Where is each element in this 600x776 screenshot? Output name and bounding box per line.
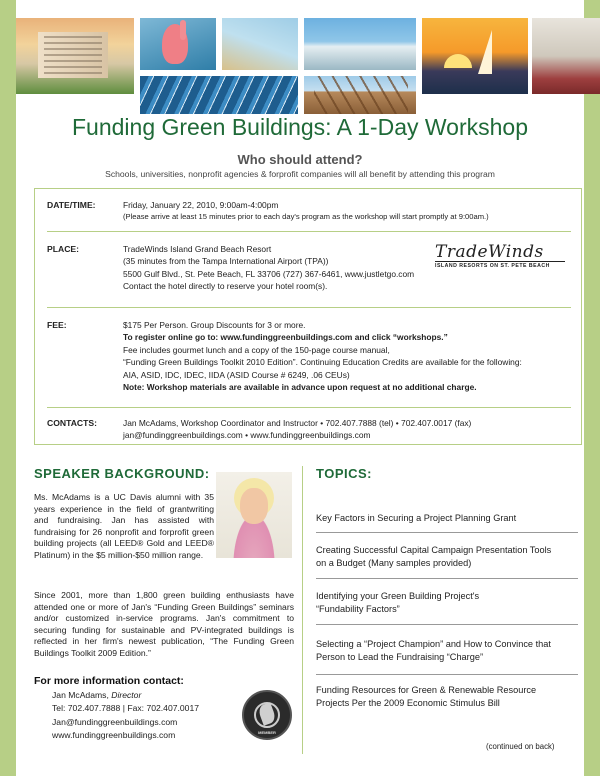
- tradewinds-logo-script: TradeWinds: [435, 242, 544, 262]
- page-title: Funding Green Buildings: A 1-Day Workshop: [72, 114, 528, 140]
- usgbc-member-badge-icon: [242, 690, 292, 740]
- contact-name: Jan McAdams,: [52, 690, 109, 700]
- flamingo-photo: [140, 18, 216, 70]
- contacts-links[interactable]: jan@fundinggreenbuildings.com • www.fundinggreenbuildings.com: [123, 430, 371, 441]
- topic-item: Selecting a “Project Champion” and How to Convince that Person to Lead the Fundraising “Charge”: [316, 639, 551, 662]
- divider: [316, 532, 578, 533]
- divider: [316, 674, 578, 675]
- photo-strip: [16, 18, 584, 94]
- badge-member-text: MEMBER: [258, 730, 276, 735]
- speaker-bio-paragraph: Ms. McAdams is a UC Davis alumni with 35 years experience in the field of grantwriting and fundraising. Jan has assisted with fundraising for 26 nonprofit and forprofit green building projects (all LEED® Gold and LEED® Platinum) in the $5 million-$50 million range.: [34, 492, 214, 560]
- solar-panel-photo: [140, 76, 298, 114]
- event-info-box: [34, 188, 582, 445]
- divider: [47, 307, 571, 308]
- place-name: TradeWinds Island Grand Beach Resort: [123, 244, 272, 254]
- speaker-portrait: [216, 472, 292, 558]
- who-should-attend-heading: Who should attend?: [237, 152, 363, 167]
- contacts-label: CONTACTS:: [47, 418, 97, 428]
- beach-photo: [222, 18, 298, 70]
- speaker-history-paragraph: Since 2001, more than 1,800 green building enthusiasts have attended one or more of Jan's “Funding Green Buildings” seminars and/or customized in-service programs. Jan's commitment to securing funding for sustainable and PV-integrated buildings is reflected in her firm's newest publication, “The Funding Green Buildings Toolkit 2009 Edition.”: [34, 590, 294, 658]
- contact-heading: For more information contact:: [34, 675, 184, 687]
- place-distance: (35 minutes from the Tampa International Airport (TPA)): [123, 256, 329, 267]
- fee-note: Note: Workshop materials are available in advance upon request at no additional charge.: [123, 382, 477, 393]
- contacts-phone: Jan McAdams, Workshop Coordinator and Instructor • 702.407.7888 (tel) • 702.407.0017 (fax): [123, 418, 472, 428]
- place-label: PLACE:: [47, 244, 79, 254]
- topic-item: Funding Resources for Green & Renewable Resource Projects Per the 2009 Economic Stimulus Bill: [316, 685, 537, 708]
- flyer-page: [16, 0, 584, 776]
- topic-item: Key Factors in Securing a Project Planning Grant: [316, 513, 517, 523]
- speaker-heading: SPEAKER BACKGROUND:: [34, 466, 210, 481]
- contact-phone: Tel: 702.407.7888 | Fax: 702.407.0017: [52, 703, 200, 714]
- continued-note: (continued on back): [486, 742, 555, 751]
- divider: [316, 624, 578, 625]
- sky-photo: [304, 18, 416, 70]
- tradewinds-logo-tagline: ISLAND RESORTS ON ST. PETE BEACH: [435, 261, 565, 269]
- column-divider: [302, 466, 303, 754]
- resort-photo: [16, 18, 134, 94]
- contact-block: [52, 689, 199, 743]
- who-should-attend-text: Schools, universities, nonprofit agencies & forprofit companies will all benefit by attending this program: [105, 169, 495, 179]
- fee-register-link[interactable]: To register online go to: www.fundinggreenbuildings.com and click “workshops.”: [123, 332, 448, 343]
- topics-heading: TOPICS:: [316, 466, 372, 481]
- divider: [316, 578, 578, 579]
- datetime-note: (Please arrive at least 15 minutes prior to each day's program as the workshop will start promptly at 9:00am.): [123, 212, 489, 222]
- contact-website[interactable]: www.fundinggreenbuildings.com: [52, 730, 176, 741]
- place-address: 5500 Gulf Blvd., St. Pete Beach, FL 33706 (727) 367-6461, www.justletgo.com: [123, 268, 415, 279]
- fee-credits: AIA, ASID, IDC, IDEC, IIDA (ASID Course # 6249, .06 CEUs): [123, 369, 350, 380]
- place-hotel-note: Contact the hotel directly to reserve your hotel room(s).: [123, 281, 328, 292]
- timber-frame-photo: [304, 76, 416, 114]
- topic-item: Identifying your Green Building Project's “Fundability Factors”: [316, 591, 480, 614]
- fee-includes: Fee includes gourmet lunch and a copy of the 150-page course manual,: [123, 344, 390, 355]
- fee-manual: “Funding Green Buildings Toolkit 2010 Edition”. Continuing Education Credits are available for the following:: [123, 357, 522, 368]
- fee-label: FEE:: [47, 320, 67, 330]
- divider: [47, 407, 571, 408]
- conference-room-photo: [532, 18, 600, 94]
- datetime-value: Friday, January 22, 2010, 9:00am-4:00pm: [123, 200, 279, 210]
- divider: [47, 231, 571, 232]
- topic-item: Creating Successful Capital Campaign Presentation Tools on a Budget (Many samples provided): [316, 545, 552, 568]
- tradewinds-logo: [435, 243, 565, 271]
- contact-email[interactable]: Jan@fundinggreenbuildings.com: [52, 716, 178, 727]
- sunset-sailboat-photo: [422, 18, 528, 94]
- contact-role: Director: [111, 690, 142, 700]
- fee-price: $175 Per Person. Group Discounts for 3 or more.: [123, 320, 306, 330]
- datetime-label: DATE/TIME:: [47, 200, 96, 210]
